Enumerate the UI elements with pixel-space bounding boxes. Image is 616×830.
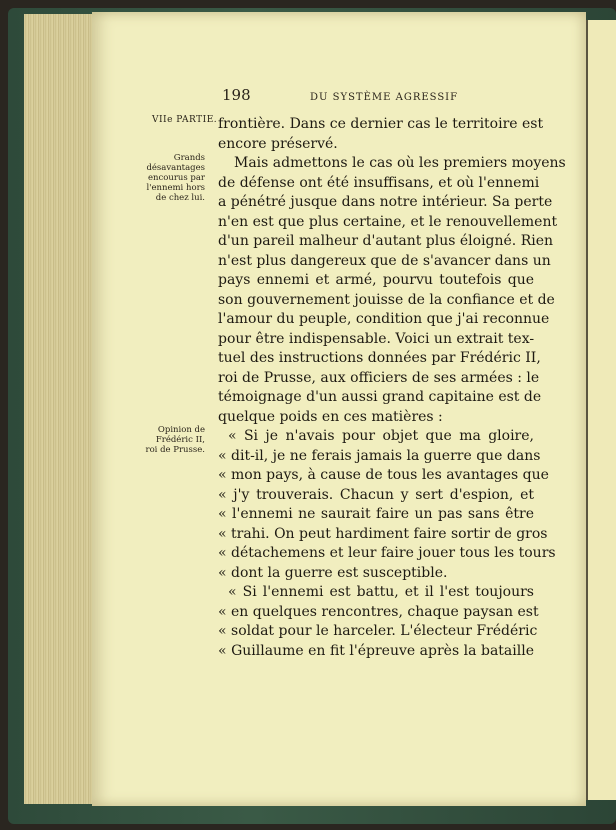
text-line: « Si l'ennemi est battu, et il l'est toujours [228,584,534,600]
page-edges [24,14,98,804]
text-line: « l'ennemi ne saurait faire un pas sans être [218,506,534,522]
text-line: « Guillaume en fit l'épreuve après la bataille [218,642,534,659]
text-line: « Si je n'avais pour objet que ma gloire, [228,428,534,444]
text-line: roi de Prusse, aux officiers de ses armées : le [218,369,540,386]
margin-note-frederic [141,425,205,455]
text-line: « mon pays, à cause de tous les avantages que [218,467,549,483]
text-line: tuel des instructions données par Frédéric II, [218,350,541,366]
body-text [218,115,566,661]
text-line: « dont la guerre est susceptible. [218,564,448,581]
text-line: « trahi. On peut hardiment faire sortir de gros [218,525,548,542]
margin-note-disadvantages [141,153,205,203]
margin-note-line: désavantages [146,163,205,173]
part-label: VIIe PARTIE. [152,115,218,125]
text-line: pour être indispensable. Voici un extrait tex- [218,330,535,347]
margin-note-line: Opinion de [157,425,205,435]
text-line: « soldat pour le harceler. L'électeur Frédéric [218,623,538,639]
running-title: DU SYSTÈME AGRESSIF [310,92,459,103]
text-line: son gouvernement jouisse de la confiance et de [218,291,555,308]
text-line: témoignage d'un aussi grand capitaine est de [218,389,542,405]
text-line: l'amour du peuple, condition que j'ai reconnue [218,311,550,327]
text-line: frontière. Dans ce dernier cas le territoire est [218,116,544,132]
margin-note-line: l'ennemi hors [146,183,205,193]
margin-note-line: encourus par [147,173,205,183]
text-line: de défense ont été insuffisans, et où l'ennemi [218,174,540,191]
text-line: quelque poids en ces matières : [218,408,443,425]
text-line: « détachemens et leur faire jouer tous les tours [218,545,556,561]
margin-note-line: roi de Prusse. [145,445,205,455]
margin-note-line: Grands [173,153,205,163]
text-line: « dit-il, je ne ferais jamais la guerre que dans [218,447,541,464]
text-line: n'en est que plus certaine, et le renouvellement [218,213,558,230]
margin-note-line: de chez lui. [155,193,205,203]
page-number: 198 [222,86,251,104]
text-line: d'un pareil malheur d'autant plus éloigné. Rien [218,233,554,249]
text-line: « j'y trouverais. Chacun y sert d'espion, et [218,486,534,503]
text-line: encore préservé. [218,135,338,152]
facing-page-edge [586,20,616,800]
text-line: Mais admettons le cas où les premiers moyens [234,155,566,171]
text-line: pays ennemi et armé, pourvu toutefois que [218,272,534,288]
text-line: n'est plus dangereux que de s'avancer dans un [218,252,551,269]
margin-note-line: Frédéric II, [155,435,205,445]
text-line: « en quelques rencontres, chaque paysan est [218,603,539,620]
text-line: a pénétré jusque dans notre intérieur. Sa perte [218,194,553,210]
